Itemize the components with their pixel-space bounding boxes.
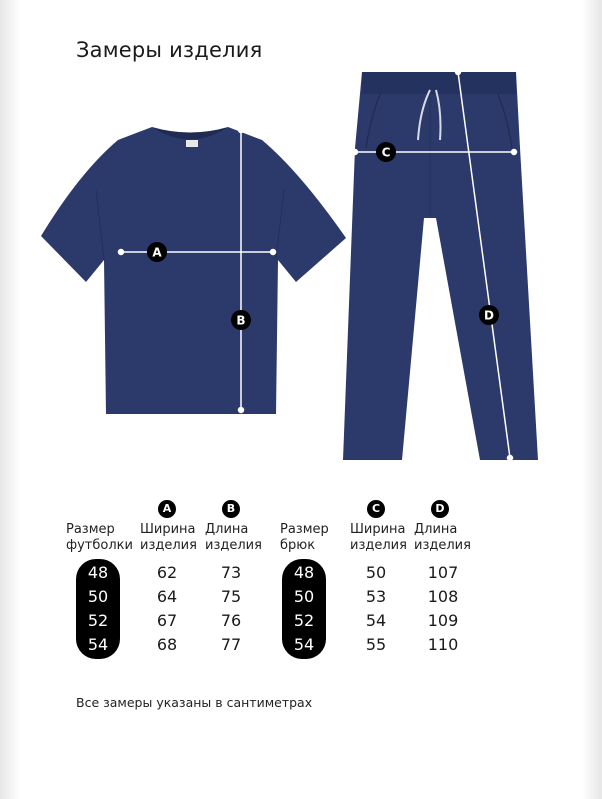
header-line: Размер xyxy=(66,522,115,537)
pants-length-cell: 107 xyxy=(427,563,459,582)
header-line: футболки xyxy=(66,538,133,553)
pants-length-cell: 110 xyxy=(427,635,459,654)
pants-length-header xyxy=(414,522,471,554)
marker-b xyxy=(231,310,251,330)
header-line: Ширина xyxy=(140,522,196,537)
tshirt-width-cell: 64 xyxy=(156,587,178,606)
header-line: Длина xyxy=(205,522,249,537)
pants-width-cell: 50 xyxy=(365,563,387,582)
tshirt-length-cell: 77 xyxy=(220,635,242,654)
header-line: изделия xyxy=(140,538,197,553)
pants-width-header xyxy=(350,522,407,554)
header-line: изделия xyxy=(350,538,407,553)
tshirt-size-cell: 52 xyxy=(87,611,109,630)
pants-size-header xyxy=(280,522,329,554)
column-c-badge: C xyxy=(367,500,385,518)
tshirt-length-cell: 75 xyxy=(220,587,242,606)
pants-size-cell: 48 xyxy=(293,563,315,582)
page-title: Замеры изделия xyxy=(76,38,263,62)
header-line: Ширина xyxy=(350,522,406,537)
column-b-badge: B xyxy=(222,500,240,518)
column-a-badge: A xyxy=(158,500,176,518)
tshirt-length-header xyxy=(205,522,262,554)
pants-length-cell: 108 xyxy=(427,587,459,606)
pants-width-cell: 53 xyxy=(365,587,387,606)
tshirt-length-cell: 76 xyxy=(220,611,242,630)
column-d-badge: D xyxy=(431,500,449,518)
marker-a xyxy=(147,242,167,262)
tshirt-size-header xyxy=(66,522,133,554)
units-footnote: Все замеры указаны в сантиметрах xyxy=(76,695,313,710)
pants-size-cell: 54 xyxy=(293,635,315,654)
tshirt-width-cell: 62 xyxy=(156,563,178,582)
tshirt-illustration xyxy=(41,127,346,414)
header-line: Размер xyxy=(280,522,329,537)
tshirt-size-cell: 50 xyxy=(87,587,109,606)
header-line: Длина xyxy=(414,522,458,537)
tshirt-width-cell: 67 xyxy=(156,611,178,630)
tshirt-size-cell: 48 xyxy=(87,563,109,582)
tshirt-width-header xyxy=(140,522,197,554)
marker-c-label: C xyxy=(381,145,391,160)
marker-c xyxy=(376,142,396,162)
pants-length-cell: 109 xyxy=(427,611,459,630)
header-line: брюк xyxy=(280,538,316,553)
marker-a-label: A xyxy=(152,245,162,260)
pants-size-cell: 50 xyxy=(293,587,315,606)
header-line: изделия xyxy=(205,538,262,553)
marker-d xyxy=(479,305,499,325)
header-line: изделия xyxy=(414,538,471,553)
marker-d-label: D xyxy=(484,308,494,323)
tshirt-width-cell: 68 xyxy=(156,635,178,654)
pants-width-cell: 55 xyxy=(365,635,387,654)
pants-size-cell: 52 xyxy=(293,611,315,630)
pants-width-cell: 54 xyxy=(365,611,387,630)
pants-illustration xyxy=(343,72,538,460)
tshirt-size-cell: 54 xyxy=(87,635,109,654)
marker-b-label: B xyxy=(236,313,246,328)
tshirt-length-cell: 73 xyxy=(220,563,242,582)
